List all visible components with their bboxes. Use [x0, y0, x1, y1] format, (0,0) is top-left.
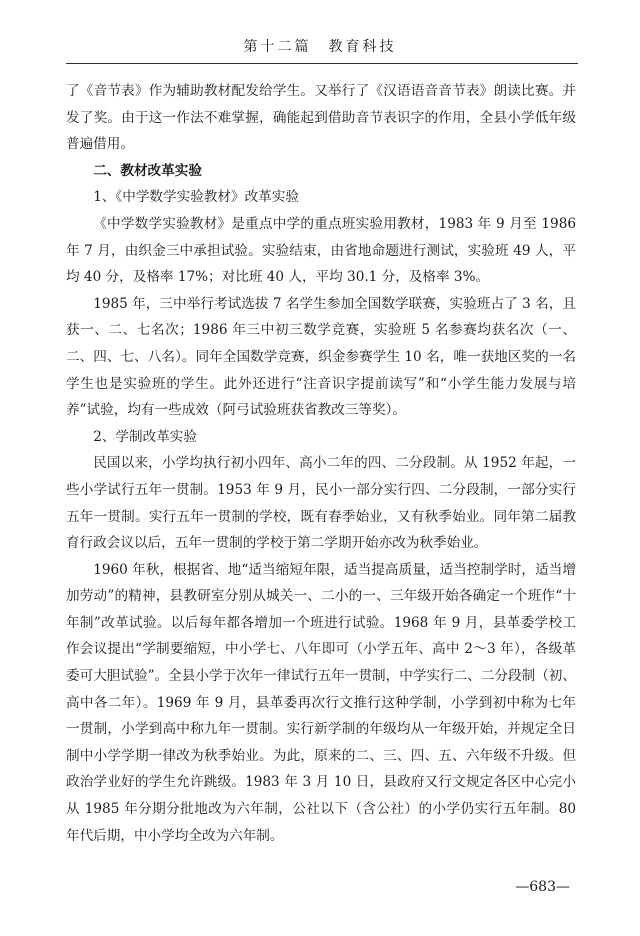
paragraph: 1960 年秋，根据省、地“适当缩短年限，适当提高质量，适当控制学时，适当增加劳动”的精神，县教研室分别从城关一、二小的一、三年级开始各确定一个班作“十年制”改革试验。以后每年都各增加一个班进行试验。1968 年 9 月，县革委学校工作会议提出“学制要缩短，中小学七、八年即可（小学五年、高中 2～3 年），各级革委可大胆试验”。全县小学于次年一律试行五年一贯制，中学实行二、二分段制（初、高中各二年）。1969 年 9 月，县革委再次行文推行这种学制，小学到初中称为七年一贯制，小学到高中称九年一贯制。实行新学制的年级均从一年级开始，并规定全日制中小学学期一律改为秋季始业。为此，原来的二、三、四、五、六年级不升级。但政治学业好的学生允许跳级。1983 年 3 月 10 日，县政府又行文规定各区中心完小从 1985 年分期分批地改为六年制，公社以下（含公社）的小学仍实行五年制。80 年代后期，中小学均全改为六年制。	[66, 561, 576, 844]
page-number: —683—	[515, 879, 570, 895]
paragraph: 了《音节表》作为辅助教材配发给学生。又举行了《汉语语音音节表》朗读比赛。并发了奖。由于这一作法不难掌握，确能起到借助音节表识字的作用，全县小学低年级普遍借用。	[66, 83, 576, 153]
subsection-heading: 1、《中学数学实验教材》改革实验	[93, 189, 299, 206]
paragraph: 民国以来，小学均执行初小四年、高小二年的四、二分段制。从 1952 年起，一些小学试行五年一贯制。1953 年 9 月，民小一部分实行四、二分段制，一部分实行五年一贯制。实行五年一贯制的学校，既有春季始业，又有秋季始业。同年第二届教育行政会议以后，五年一贯制的学校于第二学期开始亦改为秋季始业。	[66, 455, 576, 552]
body-text	[66, 78, 576, 849]
paragraph: 1985 年，三中举行考试选拔 7 名学生参加全国数学联赛，实验班占了 3 名，且获一、二、七名次；1986 年三中初三数学竞赛，实验班 5 名参赛均获名次（一、二、四、七、八名）。同年全国数学竞赛，织金参赛学生 10 名，唯一获地区奖的一名学生也是实验班的学生。此外还进行“注音识字提前读写”和“小学生能力发展与培养”试验，均有一些成效（阿弓试验班获省教改三等奖）。	[66, 295, 576, 419]
paragraph: 《中学数学实验教材》是重点中学的重点班实验用教材，1983 年 9 月至 1986 年 7 月，由织金三中承担试验。实验结束，由省地命题进行测试，实验班 49 人，平均 40 分，及格率 17%；对比班 40 人，平均 30.1 分，及格率 3%。	[66, 215, 576, 286]
subsection-heading: 2、学制改革实验	[93, 428, 197, 445]
section-heading: 二、教材改革实验	[93, 162, 202, 179]
header-rule	[66, 63, 578, 64]
running-header: 第十二篇 教育科技	[243, 39, 397, 55]
